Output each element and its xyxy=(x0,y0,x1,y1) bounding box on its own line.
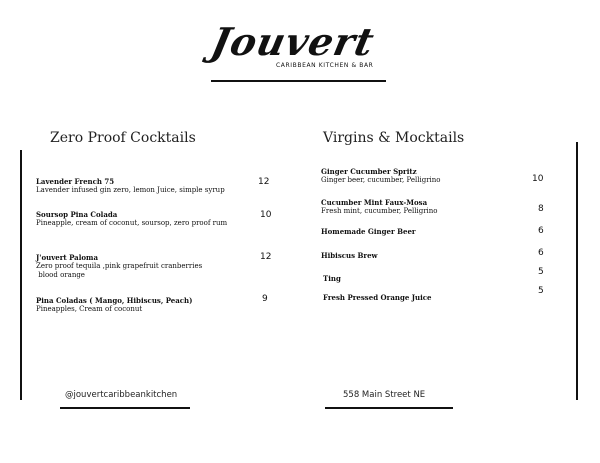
menu-item xyxy=(36,210,227,228)
item-description: Pineapples, Cream of coconut xyxy=(36,305,143,313)
item-name: Cucumber Mint Faux-Mosa xyxy=(321,198,428,207)
menu-item xyxy=(36,296,192,314)
item-description: Lavender infused gin zero, lemon Juice, simple syrup xyxy=(36,186,225,194)
item-price: 5 xyxy=(538,286,544,296)
item-description: Zero proof tequila ,pink grapefruit cranberries xyxy=(36,262,203,270)
menu-item-name: Fresh Pressed Orange Juice xyxy=(323,293,432,302)
item-name: J'ouvert Paloma xyxy=(36,253,98,262)
item-description: blood orange xyxy=(36,270,85,279)
item-name: Soursop Pina Colada xyxy=(36,210,118,219)
social-handle: @jouvertcaribbeankitchen xyxy=(65,390,178,400)
item-description: Pineapple, cream of coconut, soursop, zero proof rum xyxy=(36,219,228,227)
item-price: 10 xyxy=(532,174,544,184)
item-price: 9 xyxy=(262,294,268,304)
zero-proof-title: Zero Proof Cocktails xyxy=(50,130,196,146)
item-price: 8 xyxy=(538,204,544,214)
item-price: 6 xyxy=(538,226,544,236)
menu-item xyxy=(321,198,438,216)
menu-item-name: Homemade Ginger Beer xyxy=(321,227,416,236)
header-divider xyxy=(211,80,386,82)
item-description: Ginger beer, cucumber, Pelligrino xyxy=(321,176,441,184)
item-name: Pina Coladas ( Mango, Hibiscus, Peach) xyxy=(36,296,193,305)
footer-divider-right xyxy=(325,407,453,409)
menu-item-name: Hibiscus Brew xyxy=(321,251,378,260)
footer-divider-left xyxy=(60,407,190,409)
left-border xyxy=(20,150,22,400)
menu-item xyxy=(36,253,202,279)
menu-item xyxy=(36,177,225,195)
item-price: 5 xyxy=(538,267,544,277)
brand-tagline: CARIBBEAN KITCHEN & BAR xyxy=(276,62,374,69)
item-price: 12 xyxy=(258,177,270,187)
menu-item-name: Ting xyxy=(323,274,341,283)
address: 558 Main Street NE xyxy=(343,390,426,400)
virgins-mocktails-title: Virgins & Mocktails xyxy=(323,130,465,146)
item-name: Ginger Cucumber Spritz xyxy=(321,167,417,176)
item-price: 12 xyxy=(260,252,272,262)
item-name: Lavender French 75 xyxy=(36,177,115,186)
menu-item xyxy=(321,167,441,185)
right-border xyxy=(576,142,578,400)
brand-logo: Jouvert xyxy=(207,19,379,64)
item-description: Fresh mint, cucumber, Pelligrino xyxy=(321,207,438,215)
item-price: 10 xyxy=(260,210,272,220)
item-price: 6 xyxy=(538,248,544,258)
